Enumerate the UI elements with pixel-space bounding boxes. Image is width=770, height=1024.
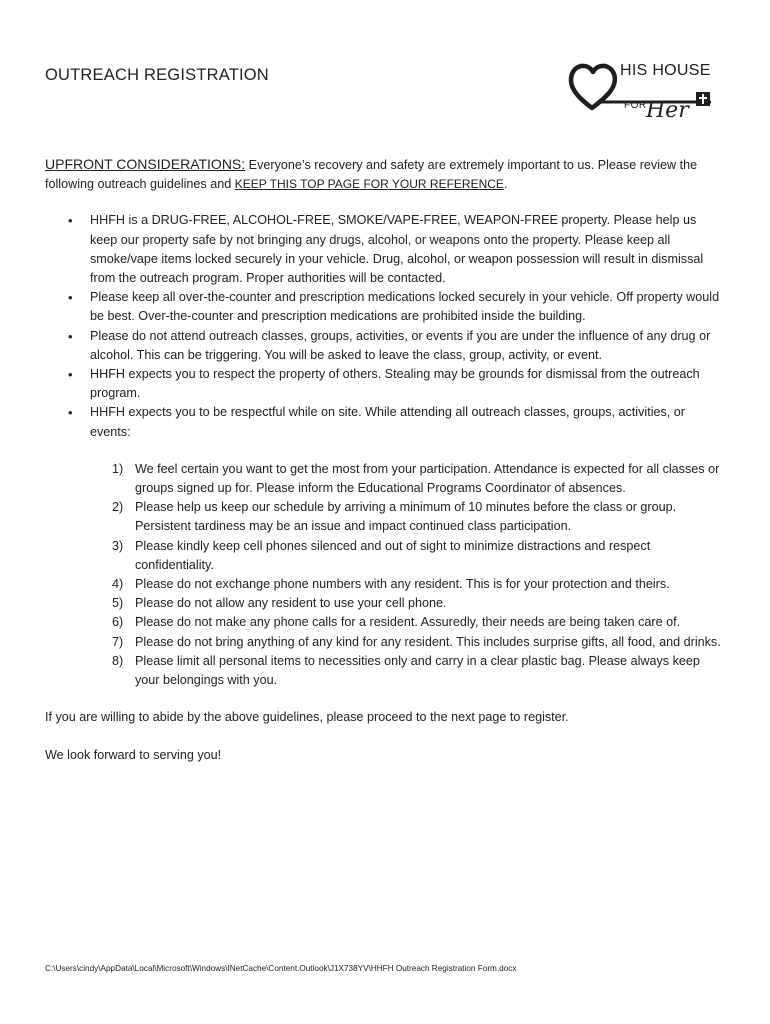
conduct-list — [45, 460, 725, 690]
conduct-text: Please do not make any phone calls for a resident. Assuredly, their needs are being taken care of. — [135, 615, 681, 630]
logo-name-script: Her — [646, 98, 689, 123]
conduct-item — [112, 633, 725, 652]
closing-instruction: If you are willing to abide by the above guidelines, please proceed to the next page to register. — [45, 710, 569, 725]
conduct-number: 3) — [112, 538, 124, 553]
page-title: OUTREACH REGISTRATION — [45, 66, 269, 84]
conduct-item — [112, 537, 725, 575]
conduct-text: Please limit all personal items to necessities only and carry in a clear plastic bag. Please always keep your belongings with you. — [135, 653, 700, 688]
document-body — [45, 155, 725, 766]
guideline-item: • Please do not attend outreach classes, groups, activities, or events if you are under the influence of any drug or alcohol. This can be triggering. You will be asked to leave the class, group, activity, or event. — [90, 327, 725, 365]
conduct-item — [112, 613, 725, 632]
conduct-text: Please help us keep our schedule by arriving a minimum of 10 minutes before the class or group. Persistent tardiness may be an issue and impact continued class participation. — [135, 500, 677, 534]
logo-name-top: HIS HOUSE — [620, 62, 711, 79]
conduct-item — [112, 575, 725, 594]
conduct-text: Please do not bring anything of any kind for any resident. This includes surprise gifts, all food, and drinks. — [135, 634, 721, 649]
upfront-label: UPFRONT CONSIDERATIONS: — [45, 156, 246, 172]
conduct-number: 5) — [112, 596, 124, 611]
closing-greeting: We look forward to serving you! — [45, 748, 222, 763]
intro-text-before: Everyone’s recovery and safety are extremely important to us. Please review the following outreach guidelines and — [45, 158, 698, 192]
conduct-text: We feel certain you want to get the most from your participation. Attendance is expected for all classes or groups signed up for. Please inform the Educational Programs Coordinator of absences. — [135, 461, 720, 496]
upfront-considerations — [45, 155, 725, 194]
file-path-footer: C:\Users\cindy\AppData\Local\Microsoft\Windows\INetCache\Content.Outlook\J1X738YV\HHFH Outreach Registration Form.docx — [45, 964, 517, 973]
conduct-number: 7) — [112, 634, 124, 649]
conduct-item — [112, 594, 725, 613]
guideline-item: • HHFH expects you to be respectful while on site. While attending all outreach classes, groups, activities, or events: — [90, 403, 725, 441]
logo-name-for: FOR — [624, 100, 647, 111]
guideline-item: • HHFH expects you to respect the property of others. Stealing may be grounds for dismissal from the outreach program. — [90, 365, 725, 403]
conduct-number: 1) — [112, 461, 124, 476]
guideline-item: • Please keep all over-the-counter and prescription medications locked securely in your vehicle. Off property would be best. Over-the-counter and prescription medications are prohibited inside the building. — [90, 288, 725, 326]
conduct-item — [112, 460, 725, 498]
intro-text-after: . — [503, 177, 508, 192]
conduct-item — [112, 498, 725, 536]
conduct-number: 8) — [112, 653, 124, 668]
guideline-item: • HHFH is a DRUG-FREE, ALCOHOL-FREE, SMOKE/VAPE-FREE, WEAPON-FREE property. Please help us keep our property safe by not bringing any drugs, alcohol, or weapons onto the property. Please keep all smoke/vape items locked securely in your vehicle. Drug, alcohol, or weapon possession will result in dismissal from the outreach program. Proper authorities will be contacted. — [90, 211, 725, 288]
conduct-text: Please kindly keep cell phones silenced and out of sight to minimize distractions and respect confidentiality. — [135, 538, 651, 572]
keep-reference-emphasis: KEEP THIS TOP PAGE FOR YOUR REFERENCE — [234, 177, 504, 192]
guidelines-list — [45, 211, 725, 441]
conduct-text: Please do not exchange phone numbers with any resident. This is for your protection and theirs. — [135, 577, 670, 592]
conduct-number: 6) — [112, 615, 124, 630]
his-house-for-her-logo — [566, 58, 722, 136]
conduct-item — [112, 652, 725, 690]
conduct-text: Please do not allow any resident to use your cell phone. — [135, 596, 447, 611]
conduct-number: 2) — [112, 500, 124, 515]
conduct-number: 4) — [112, 577, 124, 592]
